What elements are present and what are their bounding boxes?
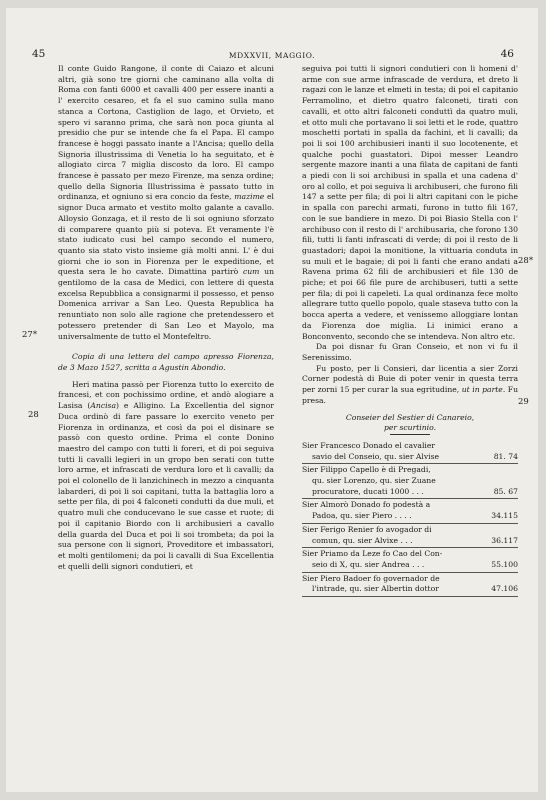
letter-title: Copia di una lettera del campo apresso Fiorenza, de 3 Mazo 1527, scritta a Agustin Abondio. [58,352,274,372]
ballot-votes: 47.106 [491,584,518,594]
left-p1-italic: mazime [234,192,265,202]
ballot-entry: Sier Almorò Donado fo podestà a Padoa, qu. sier Piero . . . . 34.115 [302,500,518,523]
right-p3-text-2: . Fu presa. [302,385,518,405]
left-p1-text: Il conte Guido Rangone, il conte di Caiazo et alcuni altri, già sono tre giorni che caminano alla volta di Roma con fanti 6000 et cavalli 400 per essere inanti a l' exercito cesareo, et fa el suo camino sulla mano stanca a Cortona, Castiglion de lago, et Orvieto, et spero vi saranno prima, che sarà non poca giunta al presidio che pur se intende che fa el Papa. El campo francese è hoggi passato inante a l'Ancisa; quello della Signoria illustrissima di Venetia lo ha seguitato, et è allogiato circa 7 miglia discosto da loro. El campo francese è passato per mezo Firenze, ma senza ordine; quello della Signoria Illustrissima è passato tutto in ordinanza, et ogniuno si era concio da feste, [58,64,274,202]
ballot-subtitle: per scurtinio. [383,423,437,433]
page-number-right: 46 [500,48,514,60]
ballot-entry: Sier Francesco Donado el cavalier savio del Conseio, qu. sier Alvise 81. 74 [302,441,518,464]
right-column [302,64,518,598]
left-p1-text-3: un gentilomo de la casa de Medici, con lettere di questa excelsa Repubblica a consignarmi il possesso, et penso Domenica arrivar a San Leo. Questa Republica ha renuntiato non solo alle ragione che pretendessero et potessero pretender di San Leo et Mayolo, ma universalmente de tutto el Montefeltro. [58,267,274,341]
ballot-votes: 85. 67 [493,486,518,496]
right-p3-text: Fu posto, per li Consieri, dar licentia a sier Zorzi Corner podestà di Buie di poter venir in questa terra per zorni 15 per curar la sua egritudine, [302,363,518,395]
left-p1-italic-2: cum [242,267,260,277]
ballot-votes: 34.115 [491,511,518,521]
ballot-list [302,441,518,597]
left-paragraph-1 [58,64,274,342]
ballot-entry: Sier Filippo Capello è di Pregadi, qu. sier Lorenzo, qu. sier Zuane procuratore, ducati 1000 . . . 85. 67 [302,465,518,499]
right-paragraph-1: seguiva poi tutti li signori condutieri con li homeni d' arme con sue arme infrascade de verdura, et dreto li ragazi con le lanze et elmeti in testa; di poi el capitanio Ferramolino, et dietro quatro falconeti, tirati con cavalli, et otto altri falconeti conduttì da quatro muli, et otto muli che portavano li soi letti et le rode, quattro moschetti portati in spalla da fachini, et li cavalli; da poi li soi 100 archibusieri inanti il suo locotenente, et qualche pochi guastatori. Dipoi messer Leandro sergente mazore inanti a una filata de capitani de fanti a piedi con li soi archibusi in spalla et una cadena d' oro al collo, et poi seguiva li archibuseri, che furono fili 147 a sette per fila; di poi li altri capitani con le piche in spalla con parechi armati, furono in tutto fili 167, con le sue bandiere in mezo. Di poi Biasio Stella con l' archibuso con il resto di l' archibusaria, che forono 130 fili, tutti li fanti infrascati di verde; di poi il resto de li guastadori; dapoi la monitione, la vittuaria conduta in su muli et le bagaie; di poi li fanti che erano andati a Ravena prima 62 fili de archibusieri et file 130 de piche; et poi 66 file pure de archibuseri, tutti a sette per fila; di poi li capeleti. La qual ordinanza fece molto allegrare tutto quello popolo, quale staseva tutto con la bocca aperta a vedere, et venissemo alloggiare lontan da Fiorenza doe miglia. Li inimici erano a Bonconvento, secondo che se intendeva. Non altro etc. [302,64,518,341]
margin-note-27: 27* [22,330,38,340]
right-paragraph-3 [302,364,518,407]
margin-note-28b: 28* [518,256,534,266]
left-p2-text-2: ) e Alligino. La Excellentia del signor Duca ordinò di fare passare lo exercito veneto per Fiorenza in ordinanza, et così da poi el disinare se passò con questo ordine. Prima el conte Donino maestro del campo con tutti li foreri, et di poi seguiva tutti li cavalli legieri in un gropo ben serati con tutte loro arme, et infrascati de verdura loro et li cavalli; da poi el colonello de li lanzichinech in mezzo a cinquanta labarderi, di poi li soi capitani, tutta la battaglia loro a sette per fila, di poi 4 falconeti condutti da due muli, et quatro muli che conducevano le sue casse et ruote; di poi il capitanio Biordo con li archibusieri a cavallo della guarda del Duca et poi li soi trombeta; da poi la sua persone con li signori, Proveditore et imbassatori, et molti gentilomeni; da poi li cavalli di Sua Excellentia et quelli delli signori condutieri, et [58,401,274,571]
right-paragraph-2: Da poi disnar fu Gran Conseio, et non vi fu il Serenissimo. [302,342,518,362]
left-paragraph-2 [58,380,274,573]
ballot-votes: 36.117 [491,535,518,545]
ballot-entry: Sier Ferigo Renier fo avogador di comun, qu. sier Alvixe . . . 36.117 [302,525,518,548]
margin-note-29: 29 [518,397,529,407]
ballot-votes: 55.100 [491,559,518,569]
left-column [58,64,274,572]
left-p2-text: Heri matina passò per Fiorenza tutto lo exercito de francesi, et con pochissimo ordine, et andò alogiare a Lasisa ( [58,379,274,411]
right-p3-italic: ut in parte [461,385,503,395]
ballot-votes: 81. 74 [493,451,518,461]
running-title: MDXXVII, MAGGIO. [228,51,316,60]
ballot-title: Conseier del Sestier di Canareio, [345,412,475,422]
document-page [6,8,538,792]
margin-note-28: 28 [28,410,39,420]
ballot-entry: Sier Piero Badoer fo governador de l'intrade, qu. sier Albertin dottor 47.106 [302,574,518,597]
left-p2-italic: Ancisa [90,401,117,411]
left-p1-text-2: el signor Duca armato et vestito molto galante a cavallo. Alloysio Gonzaga, et il resto de li soi ogniuno sforzato di comparere quanto più si poteva. Et veramente l'è stato iudicato cusi bel campo secondo el numero, quanto sia stato visto insieme già molti anni. L' è dui giorni che io son in Fiorenza per le expeditione, et questa sera le ho cavate. Dimattina partirò [58,192,274,277]
page-number-left: 45 [32,48,46,60]
ballot-entry: Sier Priamo da Leze fo Cao del Con- seio di X, qu. sier Andrea . . . 55.100 [302,549,518,572]
